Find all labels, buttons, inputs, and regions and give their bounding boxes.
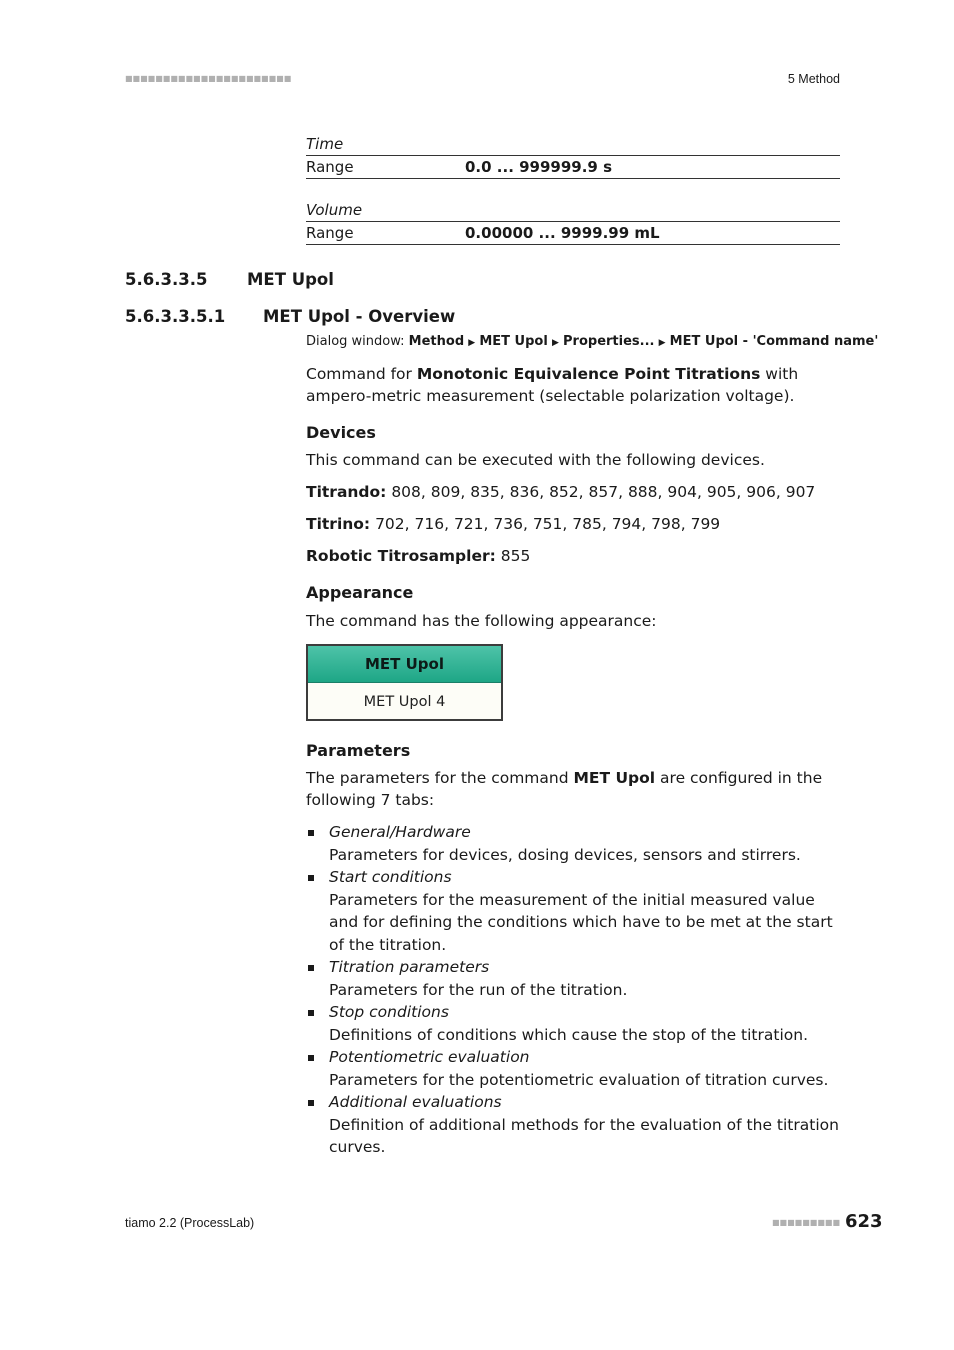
intro-post: with ampero-metric measurement (selectable polarization voltage). bbox=[306, 365, 799, 405]
bullet-icon bbox=[308, 1010, 314, 1016]
devices-text: This command can be executed with the following devices. bbox=[306, 451, 765, 469]
dialog-path-method: Method bbox=[408, 334, 465, 349]
bullet-icon bbox=[308, 875, 314, 881]
tab-description: Parameters for the run of the titration. bbox=[329, 980, 628, 999]
intro-paragraph bbox=[306, 363, 838, 407]
list-item bbox=[306, 956, 846, 1001]
devices-heading: Devices bbox=[306, 423, 376, 442]
arrow-right-icon: ▶ bbox=[658, 338, 666, 348]
tab-description: Parameters for the measurement of the initial measured value and for defining the conditions which have to be met at the start of the titration. bbox=[329, 890, 833, 954]
tab-name: Titration parameters bbox=[329, 958, 490, 976]
titrando-label: Titrando: bbox=[306, 483, 387, 501]
robotic-line bbox=[306, 545, 846, 567]
list-item bbox=[306, 866, 846, 956]
list-item bbox=[306, 1001, 846, 1046]
parameters-text bbox=[306, 767, 842, 811]
titrando-list: 808, 809, 835, 836, 852, 857, 888, 904, 905, 906, 907 bbox=[386, 483, 816, 501]
command-preview-name: MET Upol 4 bbox=[363, 694, 446, 710]
page-number: 623 bbox=[845, 1211, 883, 1232]
tab-description: Definitions of conditions which cause the stop of the titration. bbox=[329, 1025, 809, 1044]
footer-decoration: ■■■■■■■■■ bbox=[772, 1218, 841, 1227]
chapter-title: 5 Method bbox=[787, 72, 840, 86]
parameters-post: are configured in the following 7 tabs: bbox=[306, 769, 823, 809]
tab-name: General/Hardware bbox=[329, 823, 471, 841]
time-range-key: Range bbox=[306, 158, 354, 176]
robotic-list: 855 bbox=[495, 547, 531, 565]
titrando-line bbox=[306, 481, 846, 503]
intro-bold: Monotonic Equivalence Point Titrations bbox=[416, 365, 761, 383]
list-item bbox=[306, 1091, 846, 1159]
appearance-text: The command has the following appearance: bbox=[306, 612, 657, 630]
subsection-number: 5.6.3.3.5.1 bbox=[125, 307, 226, 326]
tab-description: Parameters for devices, dosing devices, sensors and stirrers. bbox=[329, 845, 801, 864]
dialog-path-command: MET Upol bbox=[479, 334, 548, 349]
tab-description: Parameters for the potentiometric evaluation of titration curves. bbox=[329, 1070, 829, 1089]
list-item bbox=[306, 821, 846, 866]
section-number: 5.6.3.3.5 bbox=[125, 270, 208, 289]
tab-name: Potentiometric evaluation bbox=[329, 1048, 530, 1066]
volume-range-value: 0.00000 ... 9999.99 mL bbox=[465, 224, 660, 242]
tab-name: Additional evaluations bbox=[329, 1093, 502, 1111]
tab-name: Start conditions bbox=[329, 868, 452, 886]
volume-table-caption: Volume bbox=[306, 199, 840, 222]
titrino-list: 702, 716, 721, 736, 751, 785, 794, 798, 799 bbox=[370, 515, 721, 533]
subsection-title: MET Upol - Overview bbox=[263, 307, 456, 326]
intro-pre: Command for bbox=[306, 365, 417, 383]
parameters-bold: MET Upol bbox=[573, 769, 656, 787]
command-preview-title: MET Upol bbox=[308, 646, 501, 683]
bullet-icon bbox=[308, 1055, 314, 1061]
time-range-row bbox=[306, 156, 840, 179]
parameters-pre: The parameters for the command bbox=[306, 769, 574, 787]
tab-description: Definition of additional methods for the evaluation of the titration curves. bbox=[329, 1115, 839, 1156]
time-range-value: 0.0 ... 999999.9 s bbox=[465, 158, 613, 176]
list-item bbox=[306, 1046, 846, 1091]
header-decoration: ■■■■■■■■■■■■■■■■■■■■■■ bbox=[125, 74, 292, 83]
arrow-right-icon: ▶ bbox=[551, 338, 559, 348]
command-preview bbox=[306, 644, 503, 721]
titrino-line bbox=[306, 513, 846, 535]
bullet-icon bbox=[308, 1100, 314, 1106]
tabs-list bbox=[306, 821, 846, 1159]
dialog-prefix: Dialog window: bbox=[306, 334, 405, 349]
volume-range-row bbox=[306, 222, 840, 245]
robotic-label: Robotic Titrosampler: bbox=[306, 547, 496, 565]
time-table-caption: Time bbox=[306, 133, 840, 156]
titrino-label: Titrino: bbox=[306, 515, 371, 533]
section-title: MET Upol bbox=[247, 270, 334, 289]
volume-range-key: Range bbox=[306, 224, 354, 242]
appearance-heading: Appearance bbox=[306, 583, 414, 602]
time-table bbox=[306, 133, 840, 179]
arrow-right-icon: ▶ bbox=[468, 338, 476, 348]
dialog-path-window: MET Upol - 'Command name' bbox=[669, 334, 879, 349]
parameters-heading: Parameters bbox=[306, 741, 411, 760]
volume-table bbox=[306, 199, 840, 245]
tab-name: Stop conditions bbox=[329, 1003, 449, 1021]
bullet-icon bbox=[308, 965, 314, 971]
dialog-path-properties: Properties... bbox=[563, 334, 655, 349]
footer-product: tiamo 2.2 (ProcessLab) bbox=[125, 1216, 255, 1230]
bullet-icon bbox=[308, 830, 314, 836]
dialog-path bbox=[306, 334, 879, 349]
